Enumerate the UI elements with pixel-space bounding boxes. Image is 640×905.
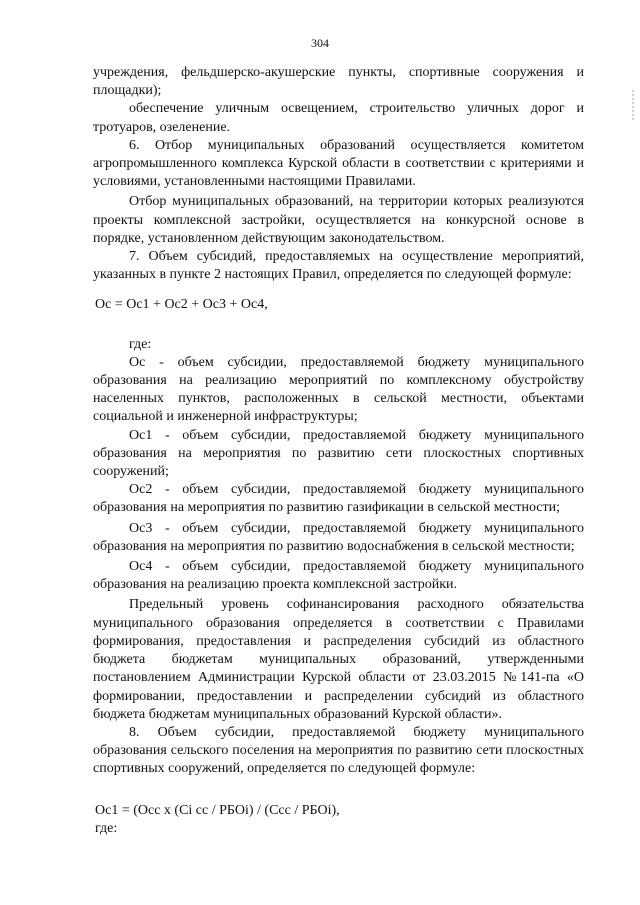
body-text bbox=[93, 64, 584, 838]
definition-oc1: Ос1 - объем субсидии, предоставляемой бюджету муниципального образования на мероприятия по развитию сети плоскостных спортивных сооружений; bbox=[93, 427, 584, 480]
definition-oc4: Ос4 - объем субсидии, предоставляемой бюджету муниципального образования на реализацию проекта комплексной застройки. bbox=[93, 559, 584, 593]
paragraph-cofinancing-limit: Предельный уровень софинансирования расходного обязательства муниципального образования определяется в соответствии с Правилами формирования, предоставления и распределения субсидий из областного бюджета бюджетам муниципальных образований, утвержденными постановлением Администрации Курской области от 23.03.2015 №141-па «О формировании, предоставлении и распределении субсидий из областного бюджета бюджетам муниципальных образований Курской области». bbox=[93, 597, 584, 722]
formula-oc1: Ос1 = (Осс x (Ci cc / РБОi) / (Ccc / РБОi), bbox=[95, 802, 340, 818]
paragraph-item-8: 8. Объем субсидии, предоставляемой бюджету муниципального образования сельского поселения на мероприятия по развитию сети плоскостных спортивных сооружений, определяется по следующей формуле: bbox=[93, 724, 584, 777]
where-label: где: bbox=[129, 336, 152, 352]
definition-oc: Ос - объем субсидии, предоставляемой бюджету муниципального образования на реализацию мероприятий по комплексному обустройству населенных пунктов, расположенных в сельской местности, объектами социальной и инженерной инфраструктуры; bbox=[93, 354, 584, 425]
paragraph-street-lighting: обеспечение уличным освещением, строительство уличных дорог и тротуаров, озеленение. bbox=[93, 101, 584, 135]
paragraph-item-7: 7. Объем субсидий, предоставляемых на осуществление мероприятий, указанных в пункте 2 настоящих Правил, определяется по следующей формуле: bbox=[93, 249, 584, 283]
where-label-2: где: bbox=[95, 820, 118, 836]
paragraph-item-6: 6. Отбор муниципальных образований осуществляется комитетом агропромышленного комплекса Курской области в соответствии с критериями и условиями, установленными настоящими Правилами. bbox=[93, 137, 584, 190]
definition-oc2: Ос2 - объем субсидии, предоставляемой бюджету муниципального образования на мероприятия по развитию газификации в сельской местности; bbox=[93, 482, 584, 516]
page-number: 304 bbox=[311, 36, 329, 50]
definition-oc3: Ос3 - объем субсидии, предоставляемой бюджету муниципального образования на мероприятия по развитию водоснабжения в сельской местности; bbox=[93, 520, 584, 554]
paragraph-continuation: учреждения, фельдшерско-акушерские пункты, спортивные сооружения и площадки); bbox=[93, 65, 584, 99]
paragraph-selection-complex-development: Отбор муниципальных образований, на территории которых реализуются проекты комплексной застройки, осуществляется на конкурсной основе в порядке, установленном действующим законодательством. bbox=[93, 194, 584, 246]
scan-edge-mark bbox=[632, 90, 634, 120]
formula-total-subsidy: Ос = Ос1 + Ос2 + Ос3 + Ос4, bbox=[95, 297, 268, 313]
